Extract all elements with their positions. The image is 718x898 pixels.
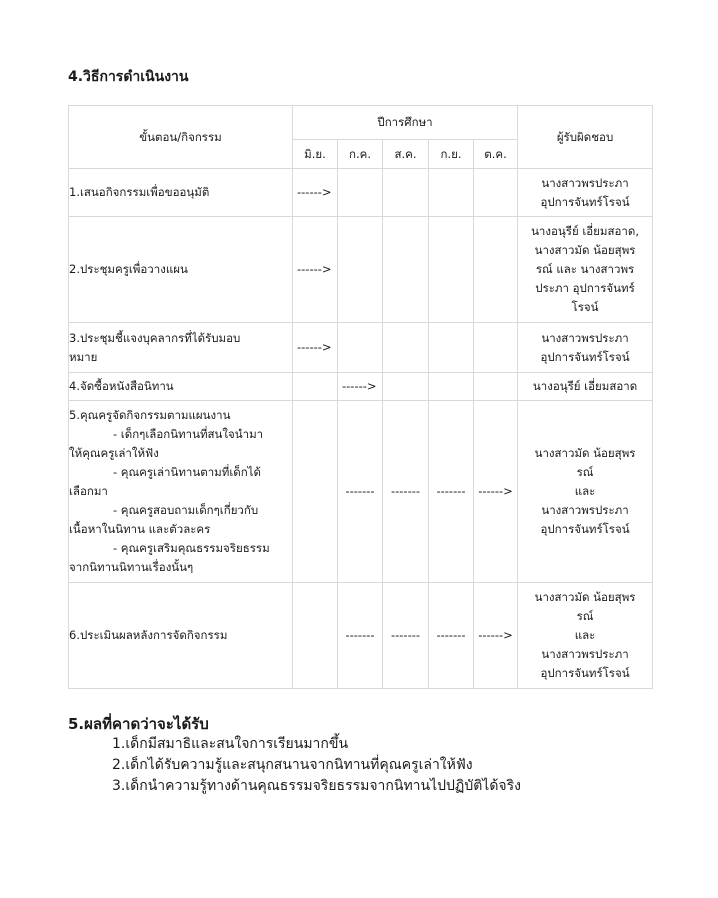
table-row: [69, 323, 653, 373]
activity-line: 2.ประชุมครูเพื่อวางแผน: [69, 262, 188, 276]
responsible-line: อุปการจันทร์โรจน์: [540, 349, 630, 364]
activity-line: 3.ประชุมชี้แจงบุคลากรที่ได้รับมอบ: [69, 330, 241, 345]
responsible-line: อุปการจันทร์โรจน์: [540, 194, 630, 209]
responsible-line: นางสาวพรประภา: [541, 503, 629, 517]
timeline-cell: [474, 169, 518, 217]
responsible-line: นางสาวมัด น้อยสุพร: [534, 590, 636, 604]
timeline-cell: [383, 373, 429, 401]
timeline-cell: ------>: [474, 401, 518, 583]
list-item: 1.เด็กมีสมาธิและสนใจการเรียนมากขึ้น: [112, 736, 349, 752]
responsible-cell: [518, 401, 653, 583]
timeline-cell: -------: [429, 401, 474, 583]
header-month: ส.ค.: [383, 140, 429, 169]
activity-line: เนื้อหาในนิทาน และตัวละคร: [69, 522, 211, 536]
timeline-cell: ------>: [474, 583, 518, 689]
responsible-line: อุปการจันทร์โรจน์: [540, 666, 630, 680]
activity-line: 5.คุณครูจัดกิจกรรมตามแผนงาน: [69, 408, 231, 422]
plan-table: [68, 105, 653, 689]
timeline-cell: [474, 323, 518, 373]
responsible-line: นางอนุรีย์ เอี่ยมสอาด,: [531, 224, 639, 238]
responsible-line: รณ์: [576, 609, 594, 623]
activity-line: 6.ประเมินผลหลังการจัดกิจกรรม: [69, 628, 228, 642]
timeline-cell: -------: [429, 583, 474, 689]
timeline-cell: [474, 373, 518, 401]
activity-cell: [69, 401, 293, 583]
responsible-line: นางสาวพรประภา: [541, 647, 629, 661]
responsible-line: อุปการจันทร์โรจน์: [540, 522, 630, 536]
timeline-cell: [429, 169, 474, 217]
activity-line: หมาย: [69, 349, 98, 364]
timeline-cell: [293, 583, 338, 689]
responsible-line: รณ์ และ นางสาวพร: [535, 262, 635, 276]
timeline-cell: -------: [383, 401, 429, 583]
timeline-cell: [429, 217, 474, 323]
header-month: ก.ค.: [338, 140, 383, 169]
responsible-line: รณ์: [576, 465, 594, 479]
timeline-cell: [293, 401, 338, 583]
timeline-cell: -------: [338, 401, 383, 583]
timeline-cell: -------: [383, 583, 429, 689]
timeline-cell: [474, 217, 518, 323]
activity-line: ให้คุณครูเล่าให้ฟัง: [69, 446, 159, 460]
responsible-line: นางอนุรีย์ เอี่ยมสอาด: [532, 379, 638, 393]
activity-line: - คุณครูเล่านิทานตามที่เด็กได้: [113, 465, 261, 479]
activity-line: 1.เสนอกิจกรรมเพื่อขออนุมัติ: [69, 185, 210, 199]
responsible-line: และ: [574, 628, 596, 642]
table-row: [69, 583, 653, 689]
activity-line: - คุณครูสอบถามเด็กๆเกี่ยวกับ: [113, 503, 259, 517]
timeline-cell: [383, 217, 429, 323]
responsible-cell: [518, 373, 653, 401]
timeline-cell: [383, 323, 429, 373]
timeline-cell: [338, 323, 383, 373]
timeline-cell: [383, 169, 429, 217]
header-responsible: ผู้รับผิดชอบ: [518, 106, 653, 169]
responsible-line: นางสาวพรประภา: [541, 330, 629, 345]
header-activity: ขั้นตอน/กิจกรรม: [69, 106, 293, 169]
timeline-cell: ------>: [293, 169, 338, 217]
activity-line: - คุณครูเสริมคุณธรรมจริยธรรม: [113, 541, 270, 555]
responsible-line: นางสาวมัด น้อยสุพร: [534, 243, 636, 257]
responsible-cell: [518, 169, 653, 217]
responsible-line: และ: [574, 484, 596, 498]
responsible-cell: [518, 217, 653, 323]
activity-cell: [69, 583, 293, 689]
activity-cell: [69, 323, 293, 373]
activity-line: - เด็กๆเลือกนิทานที่สนใจนำมา: [113, 427, 264, 441]
timeline-cell: [338, 217, 383, 323]
activity-line: เลือกมา: [69, 484, 108, 498]
table-row: [69, 169, 653, 217]
table-row: [69, 217, 653, 323]
timeline-cell: [429, 373, 474, 401]
timeline-cell: ------>: [293, 217, 338, 323]
responsible-line: นางสาวมัด น้อยสุพร: [534, 446, 636, 460]
section-5-title: 5.ผลที่คาดว่าจะได้รับ: [68, 715, 209, 733]
header-year: ปีการศึกษา: [293, 106, 518, 140]
responsible-line: ประภา อุปการจันทร์: [535, 281, 635, 295]
timeline-cell: [293, 373, 338, 401]
timeline-cell: ------>: [338, 373, 383, 401]
expected-results-list: [112, 734, 521, 797]
header-month: ต.ค.: [474, 140, 518, 169]
activity-cell: [69, 217, 293, 323]
timeline-cell: [338, 169, 383, 217]
table-row: [69, 401, 653, 583]
activity-cell: [69, 373, 293, 401]
header-month: มิ.ย.: [293, 140, 338, 169]
activity-line: จากนิทานนิทานเรื่องนั้นๆ: [69, 560, 194, 574]
table-row: [69, 373, 653, 401]
activity-line: 4.จัดซื้อหนังสือนิทาน: [69, 379, 174, 393]
responsible-cell: [518, 583, 653, 689]
timeline-cell: [429, 323, 474, 373]
responsible-line: นางสาวพรประภา: [541, 175, 629, 190]
responsible-cell: [518, 323, 653, 373]
timeline-cell: -------: [338, 583, 383, 689]
list-item: 3.เด็กนำความรู้ทางด้านคุณธรรมจริยธรรมจากนิทานไปปฏิบัติได้จริง: [112, 778, 521, 794]
activity-cell: [69, 169, 293, 217]
section-4-title: 4.วิธีการดำเนินงาน: [68, 69, 189, 85]
list-item: 2.เด็กได้รับความรู้และสนุกสนานจากนิทานที่คุณครูเล่าให้ฟัง: [112, 757, 473, 773]
header-month: ก.ย.: [429, 140, 474, 169]
timeline-cell: ------>: [293, 323, 338, 373]
responsible-line: โรจน์: [571, 300, 599, 314]
